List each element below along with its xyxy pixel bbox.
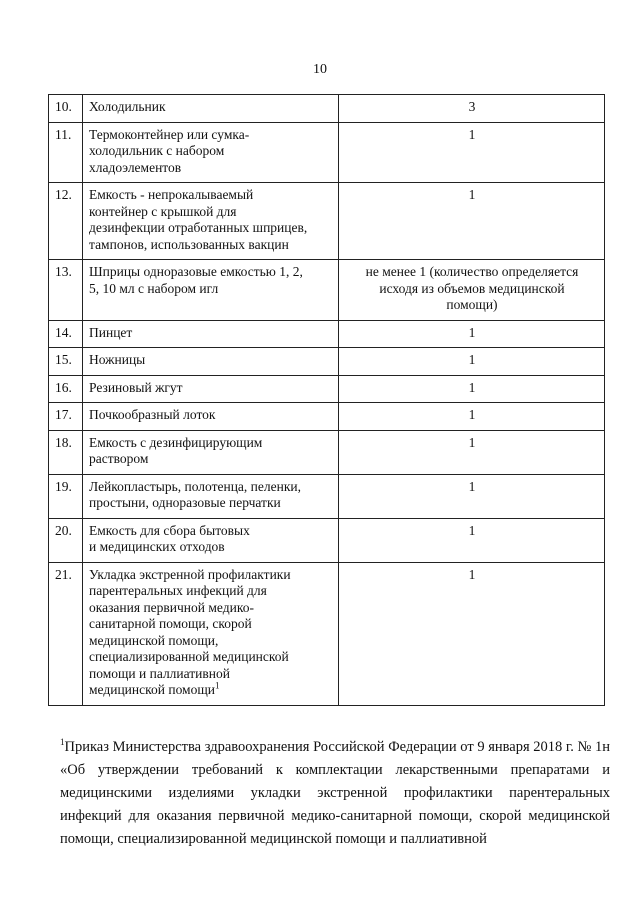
item-quantity: 1 xyxy=(339,122,605,183)
item-name xyxy=(83,348,339,376)
item-name-text: Холодильник xyxy=(89,99,166,114)
table-row xyxy=(49,474,605,518)
item-name xyxy=(83,518,339,562)
item-name-text: Пинцет xyxy=(89,324,133,340)
row-number: 11. xyxy=(49,122,83,183)
row-number: 12. xyxy=(49,183,83,260)
table-row xyxy=(49,95,605,123)
item-quantity: 1 xyxy=(339,562,605,705)
item-quantity: 1 xyxy=(339,348,605,376)
item-name-text: Емкость для сбора бытовых и медицинских отходов xyxy=(89,522,250,554)
footnote xyxy=(60,736,610,851)
item-name xyxy=(83,122,339,183)
item-quantity: 1 xyxy=(339,375,605,403)
footnote-marker: 1 xyxy=(60,737,65,748)
item-quantity: 1 xyxy=(339,320,605,348)
table-row xyxy=(49,430,605,474)
item-quantity: не менее 1 (количество определяется исходя из объемов медицинской помощи) xyxy=(339,260,605,321)
footnote-reference: 1 xyxy=(214,680,220,691)
table-row xyxy=(49,375,605,403)
item-name xyxy=(83,260,339,321)
row-number: 14. xyxy=(49,320,83,348)
equipment-table-body xyxy=(49,95,605,706)
table-row xyxy=(49,183,605,260)
item-name xyxy=(83,474,339,518)
item-name xyxy=(83,403,339,431)
item-quantity: 1 xyxy=(339,183,605,260)
item-name-text: Лейкопластырь, полотенца, пеленки, простыни, одноразовые перчатки xyxy=(89,478,301,510)
row-number: 17. xyxy=(49,403,83,431)
item-name-text: Резиновый жгут xyxy=(89,379,183,395)
table-row xyxy=(49,403,605,431)
item-quantity: 1 xyxy=(339,403,605,431)
item-quantity: 3 xyxy=(339,95,605,123)
item-name xyxy=(83,183,339,260)
row-number: 16. xyxy=(49,375,83,403)
table-row xyxy=(49,518,605,562)
table-row xyxy=(49,260,605,321)
table-row xyxy=(49,562,605,705)
row-number: 21. xyxy=(49,562,83,705)
item-name-text: Ножницы xyxy=(89,352,146,367)
row-number: 10. xyxy=(49,95,83,123)
item-name-text: Емкость с дезинфицирующим раствором xyxy=(89,434,263,466)
row-number: 18. xyxy=(49,430,83,474)
item-name xyxy=(83,320,339,348)
row-number: 15. xyxy=(49,348,83,376)
row-number: 20. xyxy=(49,518,83,562)
item-name-text: Емкость - непрокалываемый контейнер с крышкой для дезинфекции отработанных шприцев, тампонов, использованных вакцин xyxy=(89,187,308,252)
row-number: 19. xyxy=(49,474,83,518)
page-number: 10 xyxy=(313,62,327,77)
item-quantity: 1 xyxy=(339,474,605,518)
item-name-text: Почкообразный лоток xyxy=(89,407,216,422)
item-name xyxy=(83,430,339,474)
item-name xyxy=(83,562,339,705)
item-name-text: Термоконтейнер или сумка- холодильник с набором хладоэлементов xyxy=(89,126,250,175)
table-row xyxy=(49,320,605,348)
item-quantity: 1 xyxy=(339,518,605,562)
item-quantity: 1 xyxy=(339,430,605,474)
item-name xyxy=(83,95,339,123)
item-name-text: Укладка экстренной профилактики парентеральных инфекций для оказания первичной медико- санитарной помощи, скорой медицинской помощи, специализированной медицинской помощи и паллиативной медицинской помощи xyxy=(89,566,291,697)
table-row xyxy=(49,348,605,376)
footnote-text: Приказ Министерства здравоохранения Российской Федерации от 9 января 2018 г. № 1н «Об утверждении требований к комплектации лекарственными препаратами и медицинскими изделиями укладки экстренной профилактики парентеральных инфекций для оказания первичной медико-санитарной помощи, скорой медицинской помощи, специализированной медицинской помощи и паллиативной xyxy=(60,739,610,847)
item-name xyxy=(83,375,339,403)
row-number: 13. xyxy=(49,260,83,321)
table-row xyxy=(49,122,605,183)
item-name-text: Шприцы одноразовые емкостью 1, 2, 5, 10 мл с набором игл xyxy=(89,264,303,296)
equipment-table xyxy=(48,94,605,706)
